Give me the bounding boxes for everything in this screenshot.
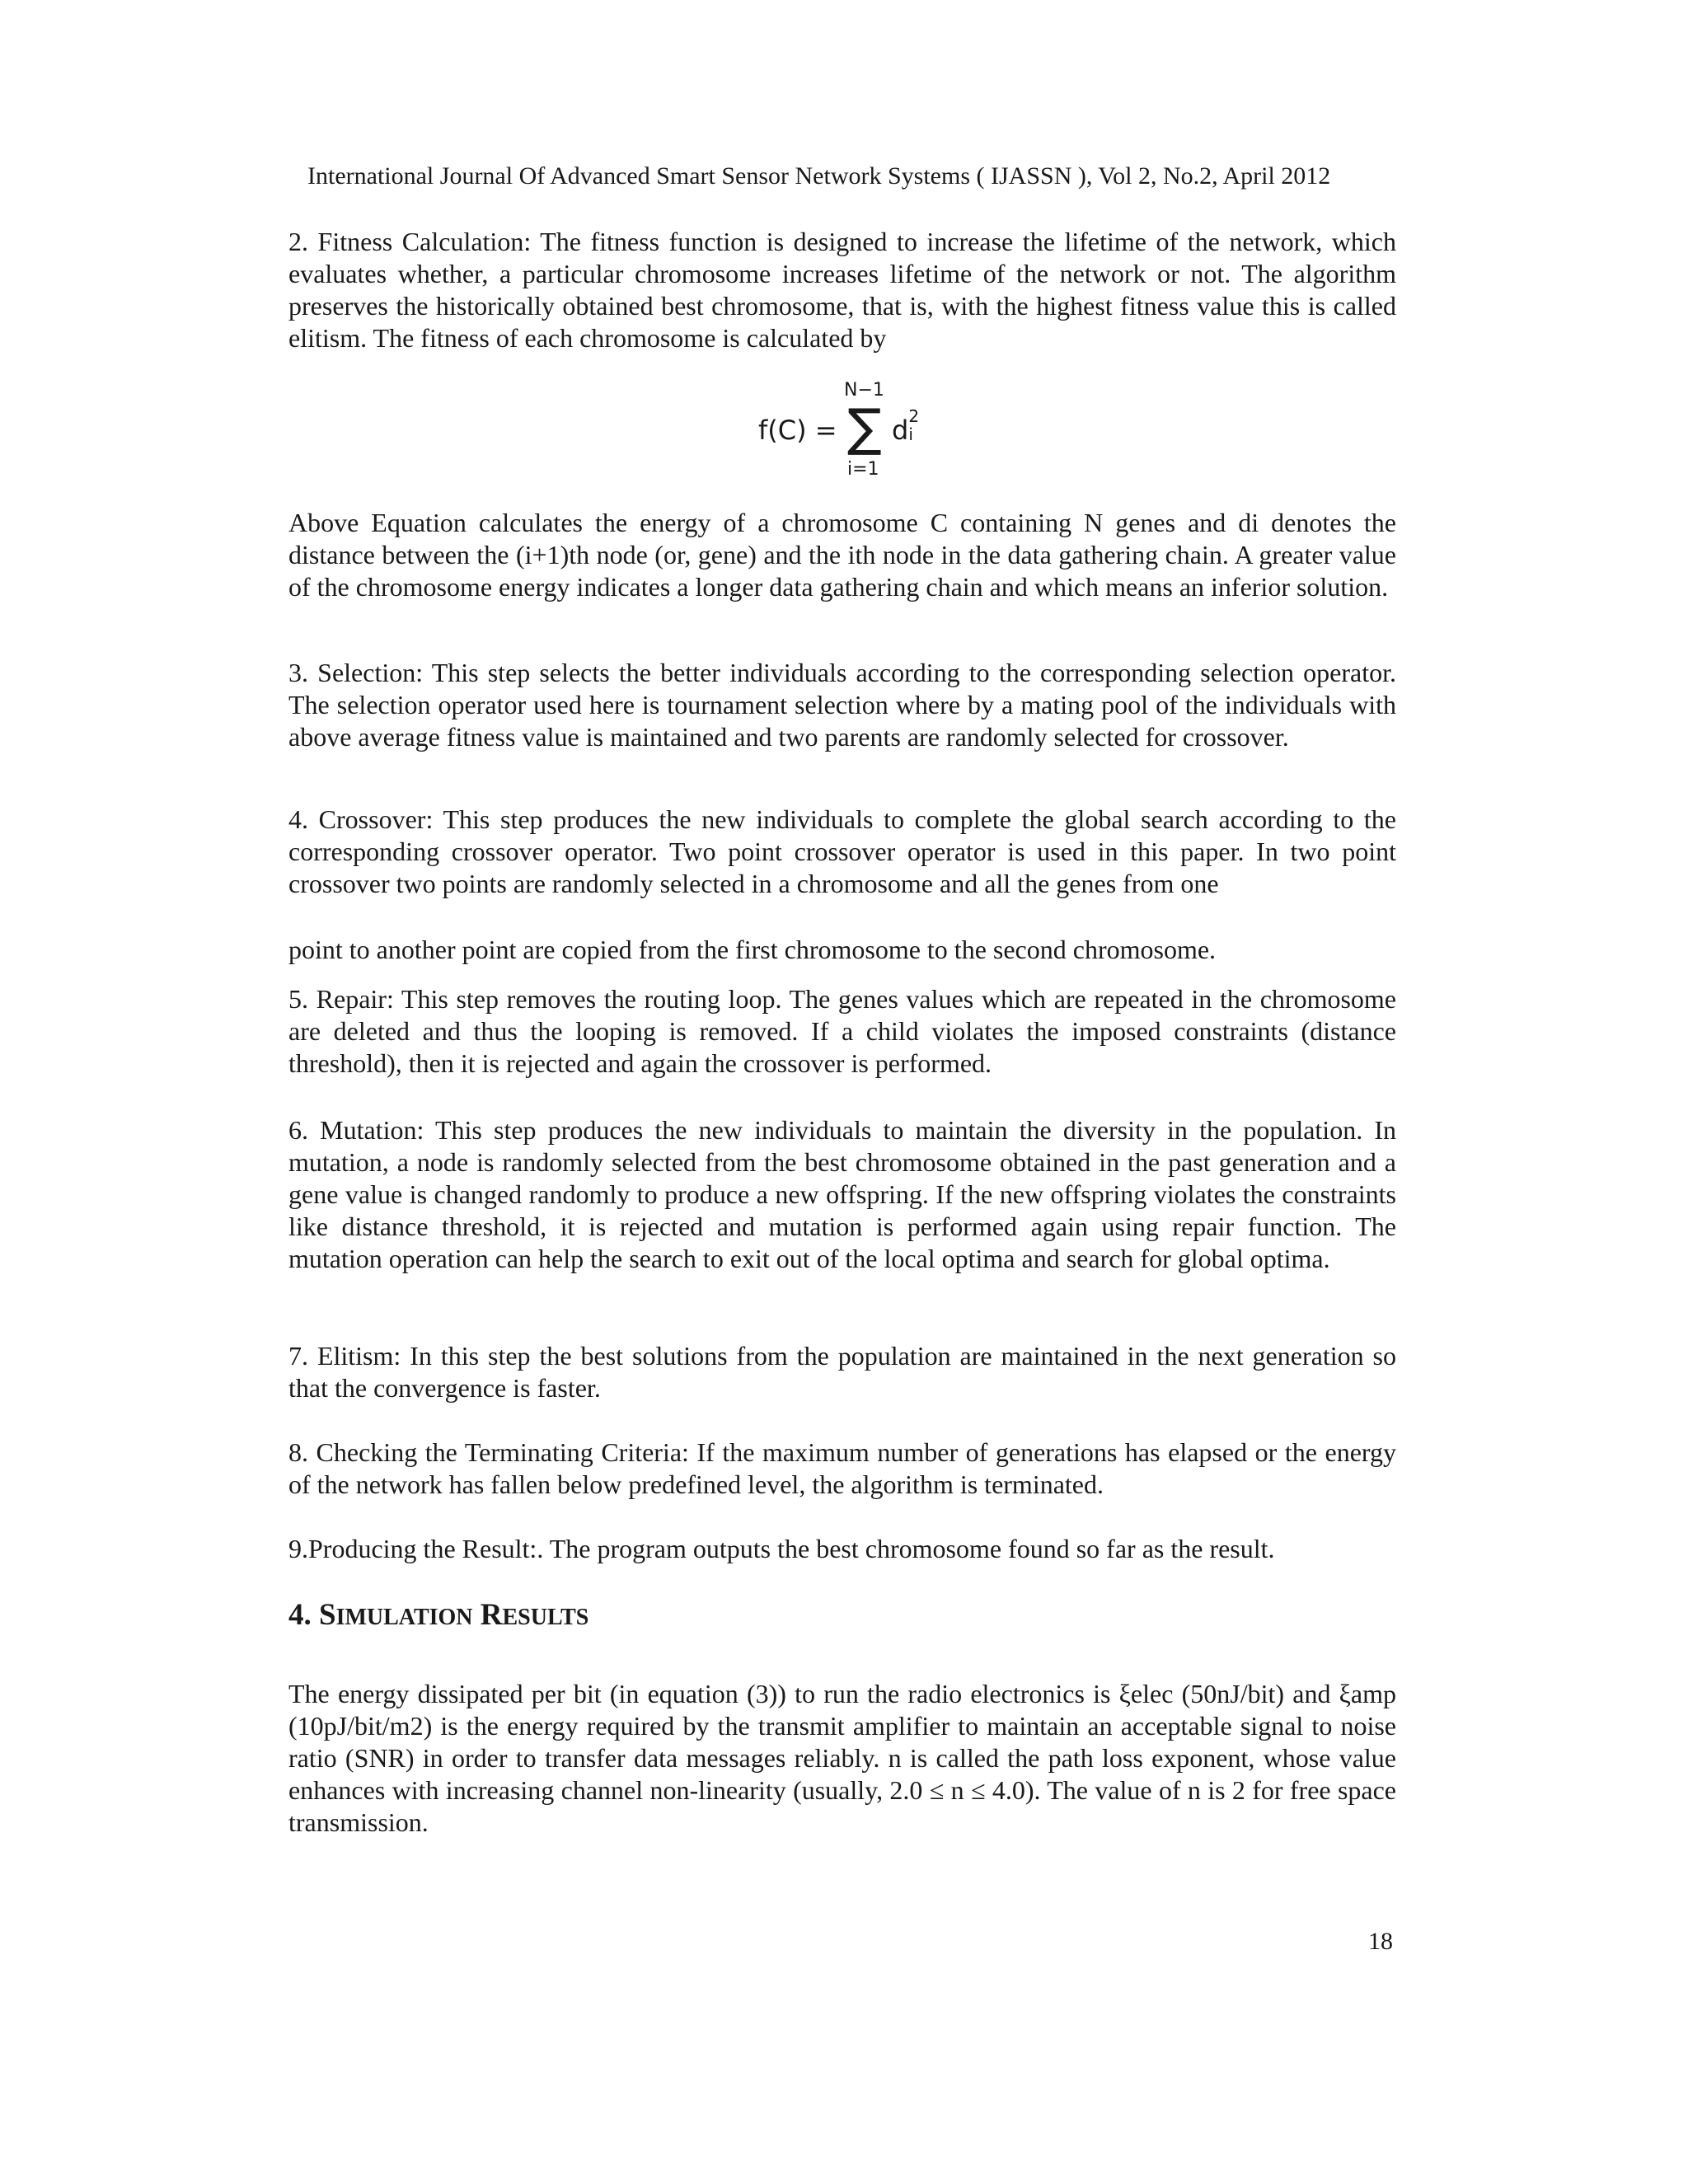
journal-header: International Journal Of Advanced Smart Sensor Network Systems ( IJASSN ), Vol 2, No.2, April 2012 — [307, 162, 1331, 190]
paragraph-producing-result: 9.Producing the Result:. The program outputs the best chromosome found so far as the result. — [288, 1534, 1275, 1563]
section-number: 4. — [288, 1598, 319, 1632]
section-word2-initial: R — [480, 1598, 503, 1632]
equation-lower-limit: i=1 — [847, 459, 879, 480]
equation-term-subscript: i — [908, 424, 913, 444]
equation-term — [892, 406, 921, 447]
section-heading-simulation-results — [288, 1596, 588, 1637]
paragraph-selection: 3. Selection: This step selects the better individuals according to the corresponding selection operator. The selection operator used here is tournament selection where by a mating pool of the individuals with above average fitness value is maintained and two parents are randomly selected for crossover. — [288, 658, 1396, 752]
section-word1-rest: IMULATION — [335, 1605, 473, 1630]
paragraph-above-equation: Above Equation calculates the energy of a chromosome C containing N genes and di denotes the distance between the (i+1)th node (or, gene) and the ith node in the data gathering chain. A greater value of the chromosome energy indicates a longer data gathering chain and which means an inferior solution. — [288, 508, 1396, 602]
paragraph-crossover: 4. Crossover: This step produces the new individuals to complete the global search according to the corresponding crossover operator. Two point crossover operator is used in this paper. In two point crossover two points are randomly selected in a chromosome and all the genes from one — [288, 804, 1396, 898]
equation-term-base: d — [892, 415, 909, 446]
summation-symbol: ∑ — [847, 397, 882, 457]
paragraph-elitism: 7. Elitism: In this step the best solutions from the population are maintained in the next generation so that the convergence is faster. — [288, 1341, 1396, 1403]
paragraph-fitness-calculation: 2. Fitness Calculation: The fitness function is designed to increase the lifetime of the network, which evaluates whether, a particular chromosome increases lifetime of the network or not. The algorithm preserves the historically obtained best chromosome, that is, with the highest fitness value this is called elitism. The fitness of each chromosome is calculated by — [288, 227, 1396, 353]
paragraph-crossover-continued: point to another point are copied from the first chromosome to the second chromosome. — [288, 935, 1217, 964]
equation-term-superscript: 2 — [908, 406, 920, 426]
paragraph-terminating-criteria: 8. Checking the Terminating Criteria: If the maximum number of generations has elapsed or the energy of the network has fallen below predefined level, the algorithm is terminated. — [288, 1437, 1396, 1499]
page-number: 18 — [1368, 1928, 1393, 1955]
section-word1-initial: S — [319, 1598, 336, 1632]
fitness-equation — [758, 381, 956, 488]
paragraph-repair: 5. Repair: This step removes the routing loop. The genes values which are repeated in the chromosome are deleted and thus the looping is removed. If a child violates the imposed constraints (distance threshold), then it is rejected and again the crossover is performed. — [288, 984, 1396, 1078]
section-word2-rest: ESULTS — [502, 1605, 589, 1630]
paragraph-simulation-results: The energy dissipated per bit (in equation (3)) to run the radio electronics is ξelec (50nJ/bit) and ξamp (10pJ/bit/m2) is the energy required by the transmit amplifier to maintain an acceptable signal to noise ratio (SNR) in order to transfer data messages reliably. n is called the path loss exponent, whose value enhances with increasing channel non-linearity (usually, 2.0 ≤ n ≤ 4.0). The value of n is 2 for free space transmission. — [288, 1679, 1396, 1837]
equation-upper-limit: N−1 — [844, 380, 884, 401]
equation-lhs: f(C) = — [758, 415, 837, 446]
paragraph-mutation: 6. Mutation: This step produces the new individuals to maintain the diversity in the population. In mutation, a node is randomly selected from the best chromosome obtained in the past generation and a gene value is changed randomly to produce a new offspring. If the new offspring violates the constraints like distance threshold, it is rejected and mutation is performed again using repair function. The mutation operation can help the search to exit out of the local optima and search for global optima. — [288, 1115, 1396, 1273]
